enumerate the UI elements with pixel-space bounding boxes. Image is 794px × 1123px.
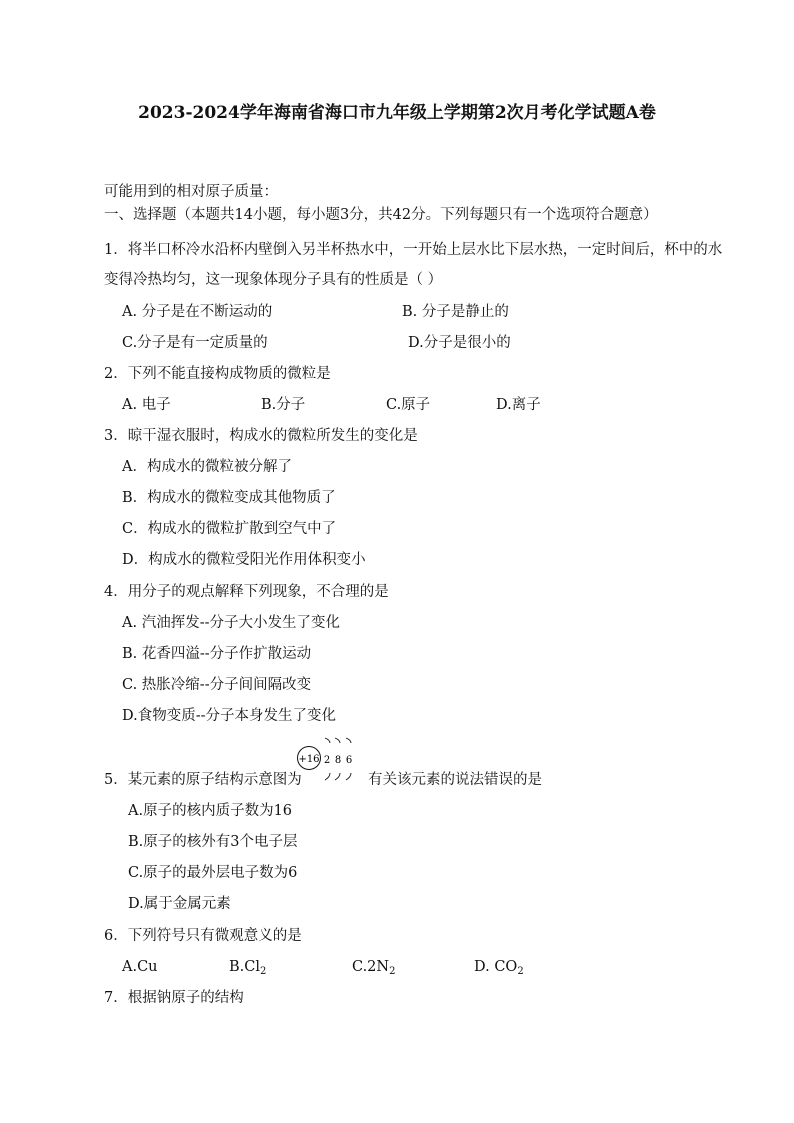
question-3-option-b: B．构成水的微粒变成其他物质了 — [122, 490, 336, 506]
question-6-option-c — [352, 957, 395, 982]
question-5-option-a: A.原子的核内质子数为16 — [128, 803, 293, 819]
option-text: C.2N — [352, 959, 390, 975]
question-1-option-b: B. 分子是静止的 — [402, 304, 509, 320]
question-3-stem: 3．晾干湿衣服时，构成水的微粒所发生的变化是 — [104, 428, 418, 444]
document-title: 2023-2024学年海南省海口市九年级上学期第2次月考化学试题A卷 — [138, 103, 656, 123]
question-4-option-d: D.食物变质--分子本身发生了变化 — [122, 708, 337, 724]
question-1-option-c: C.分子是有一定质量的 — [122, 335, 268, 351]
question-4-option-b: B. 花香四溢--分子作扩散运动 — [122, 646, 312, 662]
option-text: B.Cl — [229, 959, 260, 975]
shell-arc-1-top — [325, 738, 330, 743]
shell-electrons-1: 2 — [323, 755, 331, 766]
question-2-option-a: A. 电子 — [122, 397, 171, 413]
shell-arc-3-bottom — [346, 773, 351, 780]
question-7-stem: 7．根据钠原子的结构 — [104, 990, 244, 1006]
option-text: D. CO — [474, 959, 518, 975]
question-3-option-c: C．构成水的微粒扩散到空气中了 — [122, 521, 337, 537]
question-2-stem: 2．下列不能直接构成物质的微粒是 — [104, 366, 331, 382]
section-heading: 一、选择题（本题共14小题，每小题3分，共42分。下列每题只有一个选项符合题意） — [104, 207, 658, 223]
question-4-option-c: C. 热胀冷缩--分子间间隔改变 — [122, 677, 312, 693]
shell-arc-2-top — [335, 738, 340, 743]
option-subscript: 2 — [517, 966, 524, 977]
shell-arc-1-bottom — [325, 773, 330, 780]
question-5-stem-start: 5．某元素的原子结构示意图为 — [104, 772, 302, 788]
option-subscript: 2 — [389, 966, 396, 977]
question-5-option-b: B.原子的核外有3个电子层 — [128, 834, 298, 850]
shell-arc-3-top — [346, 738, 351, 743]
question-3-option-d: D．构成水的微粒受阳光作用体积变小 — [122, 552, 366, 568]
option-subscript: 2 — [260, 966, 267, 977]
question-1-line-2: 变得冷热均匀，这一现象体现分子具有的性质是（ ） — [104, 272, 443, 288]
relative-atomic-mass-note: 可能用到的相对原子质量： — [104, 184, 278, 200]
question-1-line-1: 1．将半口杯冷水沿杯内壁倒入另半杯热水中，一开始上层水比下层水热，一定时间后，杯中的水 — [104, 242, 723, 258]
question-6-option-d — [474, 957, 524, 982]
option-text: A.Cu — [122, 959, 158, 975]
shell-arc-2-bottom — [335, 773, 340, 780]
question-3-option-a: A．构成水的微粒被分解了 — [122, 459, 292, 475]
question-5-option-d: D.属于金属元素 — [128, 896, 231, 912]
question-5-stem-end: 有关该元素的说法错误的是 — [368, 772, 542, 788]
question-4-stem: 4．用分子的观点解释下列现象，不合理的是 — [104, 584, 389, 600]
question-1-option-a: A. 分子是在不断运动的 — [122, 304, 273, 320]
question-6-stem: 6．下列符号只有微观意义的是 — [104, 928, 302, 944]
question-6-option-a — [122, 957, 158, 982]
atomic-structure-diagram — [296, 735, 366, 785]
question-2-option-b: B.分子 — [261, 397, 306, 413]
question-2-option-d: D.离子 — [496, 397, 541, 413]
question-5-option-c: C.原子的最外层电子数为6 — [128, 865, 298, 881]
question-4-option-a: A. 汽油挥发--分子大小发生了变化 — [122, 615, 340, 631]
nucleus-charge: +16 — [298, 754, 320, 765]
question-1-option-d: D.分子是很小的 — [408, 335, 511, 351]
shell-electrons-3: 6 — [345, 755, 353, 766]
question-6-option-b — [229, 957, 266, 982]
shell-electrons-2: 8 — [334, 755, 342, 766]
question-2-option-c: C.原子 — [386, 397, 431, 413]
